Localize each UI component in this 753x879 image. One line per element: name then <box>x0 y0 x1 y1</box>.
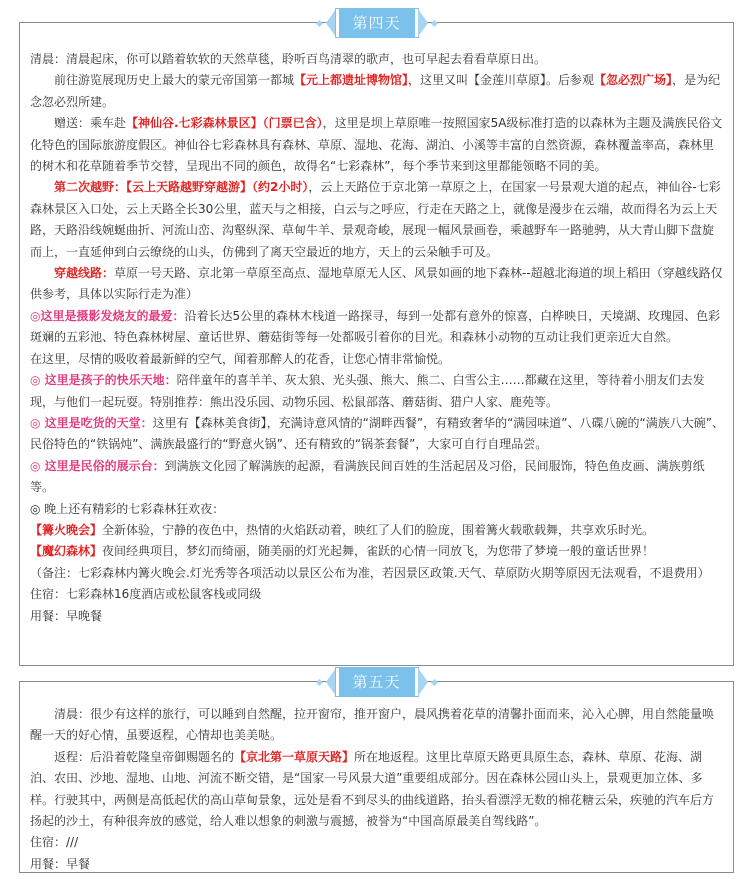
day4-badge <box>312 9 440 37</box>
day4-magic-forest: 【魔幻森林】夜间经典项目，梦幻而绮丽，随美丽的灯光起舞，雀跃的心情一同放飞，为您带了梦境一般的童话世界！ <box>30 544 655 559</box>
diamond-icon <box>430 19 437 26</box>
day4-route: 穿越线路：草原一号天路、京北第一草原至高点、湿地草原无人区、风景如画的地下森林--超越北海道的坝上稻田（穿越线路仅供参考，具体以实际行走为准） <box>30 266 723 302</box>
day5-meals: 用餐：早餐 <box>30 856 91 871</box>
day4-meals: 用餐：早晚餐 <box>30 608 103 623</box>
day5-title: 第五天 <box>335 668 417 696</box>
arrow-right-icon <box>418 668 428 696</box>
day4-lodging: 住宿：七彩森林16度酒店或松鼠客栈或同级 <box>30 587 262 602</box>
day5-section <box>19 681 734 873</box>
day5-lodging: 住宿：/// <box>30 835 79 850</box>
day4-offroad: 第二次越野：【云上天路越野穿越游】（约2小时），云上天路位于京北第一草原之上，在国家一号景观大道的起点，神仙谷-七彩森林景区入口处，云上天路全长30公里，蓝天与之相接，白云与之呼应，行走在天路之上，就像是漫步在云端，故而得名为云上天路，天路沿线婉蜒曲折、河流山峦、沟壑纵深、草甸牛羊、景观奇峻，展现一幅风景画卷，乘越野车一路驰骋，从大青山脚下盘旋而上，一直延伸到白云缭绕的山头，仿佛到了离天空最近的地方，天上的云朵触手可及。 <box>30 180 721 259</box>
day4-photo: ◎这里是摄影发烧友的最爱：沿着长达5公里的森林木栈道一路探寻，每到一处都有意外的惊喜，白桦映日，天境湖、玫瑰园、色彩 <box>30 308 721 323</box>
day5-return: 返程：后沿着乾隆皇帝御赐题名的【京北第一草原天路】所在地返程。这里比草原天路更具原生态，森林、草原、花海、湖泊、农田、沙地、湿地、山地、河流不断交错，是“国家一号风景大道”重要组成部分。因在森林公园山头上，景观更加立体、多样。行驶其中，两侧是高低起伏的高山草甸景象，远处是看不到尽头的曲线道路，抬头看漂浮无数的棉花糖云朵，疾驰的汽车后方扬起的沙土，有种很奔放的感觉，给人难以想象的刺激与震撼，被誉为“中国高原最美自驾线路”。 <box>30 749 715 829</box>
arrow-left-icon <box>325 9 335 37</box>
day4-photo-3: 在这里，尽情的吸收着最新鲜的空气，闻着那醉人的花香，让您心情非常愉悦。 <box>30 351 451 366</box>
day5-badge <box>312 668 440 696</box>
day4-museum: 前往游览展现历史上最大的蒙元帝国第一都城【元上都遗址博物馆】，这里又叫【金莲川草原】。后参观【忽必烈广场】，是为纪念忽必烈所建。 <box>30 73 721 109</box>
day4-title: 第四天 <box>335 9 417 37</box>
day5-morning: 清晨：很少有这样的旅行，可以睡到自然醒，拉开窗帘，推开窗户，晨风携着花草的清馨扑面而来，沁入心脾，用自然能量唤醒一天的好心情，虽要返程，心情却也美美哒。 <box>30 707 715 743</box>
day4-food: ◎ 这里是吃货的天堂：这里有【森林美食街】，充满诗意风情的“湖畔西餐”，有精致奢华的“满园味道”、八碟八碗的“满族八大碗”、民俗特色的“铁锅炖”、满族最盛行的“野意火锅”、还有精致的“锅茶套餐”，大家可自行自理品尝。 <box>30 415 724 452</box>
diamond-icon <box>315 678 322 685</box>
diamond-icon <box>430 678 437 685</box>
arrow-right-icon <box>418 9 428 37</box>
diamond-icon <box>315 19 322 26</box>
day4-section <box>19 22 734 666</box>
day4-kids: ◎ 这里是孩子的快乐天地：陪伴童年的喜羊羊、灰太狼、光头强、熊大、熊二、白雪公主……都藏在这里，等待着小朋友们去发现，与他们一起玩耍。特别推荐：熊出没乐园、动物乐园、松鼠部落、蘑菇街、猎户人家、鹿苑等。 <box>30 373 705 409</box>
day4-bonfire: 【篝火晚会】全新体验，宁静的夜色中，热情的火焰跃动着，映红了人们的脸庞，围着篝火载歌载舞，共享欢乐时光。 <box>30 522 655 537</box>
day4-folk: ◎ 这里是民俗的展示台：到满族文化园了解满族的起源，看满族民间百姓的生活起居及习俗，民间服饰，特色鱼皮画、满族剪纸等。 <box>30 458 705 495</box>
day4-photo-2: 斑斓的五彩池、特色森林树屋、童话世界、蘑菇街等每一处都吸引着你的目光。和森林小动物的互动让我们更亲近大自然。 <box>30 330 679 345</box>
day5-content <box>30 704 725 875</box>
day4-gift: 赠送：乘车赴【神仙谷.七彩森林景区】（门票已含），这里是坝上草原唯一按照国家5A级标准打造的以森林为主题及满族民俗文化特色的国际旅游度假区。神仙谷七彩森林具有森林、草原、湿地、花海、湖泊、小溪等丰富的自然资源，森林覆盖率高，森林里的树木和花草随着季节交替，呈现出不同的颜色，故得名“七彩森林”，每个季节来到这里都能领略不同的美。 <box>30 116 723 174</box>
day4-content <box>30 49 725 627</box>
day4-morning: 清晨：清晨起床，你可以踏着软软的天然草毯，聆听百鸟清翠的歌声，也可早起去看看草原日出。 <box>30 52 547 66</box>
day4-night: ◎ 晚上还有精彩的七彩森林狂欢夜： <box>30 501 225 516</box>
day4-note: （备注：七彩森林内篝火晚会.灯光秀等各项活动以景区公布为准，若因景区政策.天气、草原防火期等原因无法观看，不退费用） <box>30 565 710 580</box>
arrow-left-icon <box>325 668 335 696</box>
